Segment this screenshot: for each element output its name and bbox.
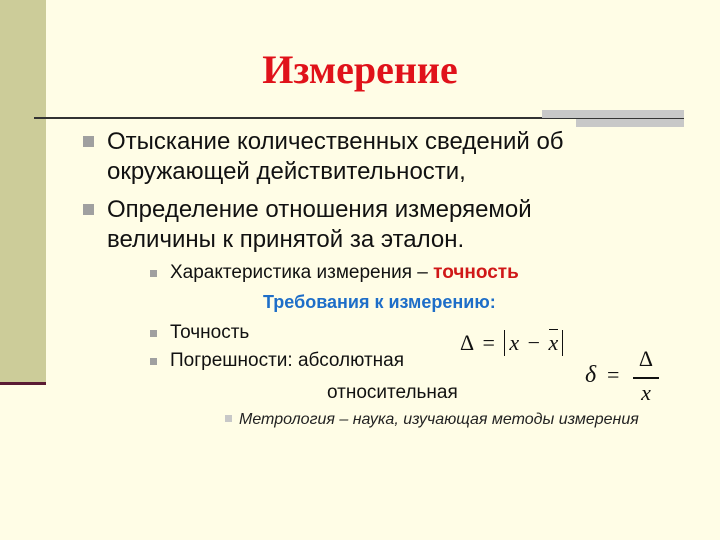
bullet-text-2: Определение отношения измеряемой величины к принятой за эталон. (107, 196, 532, 253)
absolute-modulus (504, 330, 563, 356)
left-decor-accent (0, 382, 46, 385)
slide-title: Измерение (262, 47, 458, 92)
note-square-icon (225, 415, 232, 422)
characteristic-emphasis: точность (433, 262, 519, 283)
relative-delta: δ (585, 362, 597, 388)
absolute-delta: Δ (460, 330, 473, 355)
characteristic-prefix: Характеристика измерения – (170, 262, 434, 283)
bullet-square-icon (83, 136, 94, 147)
absolute-minus: − (527, 330, 541, 355)
absolute-error-formula (460, 330, 563, 356)
note-text: Метрология – наука, изучающая методы измерения (239, 411, 639, 428)
sub-bullet-square-icon (150, 270, 157, 277)
relative-numerator: Δ (638, 346, 654, 371)
absolute-x: x (509, 330, 520, 355)
accuracy-text: Точность (170, 322, 250, 343)
sub-bullet-errors (150, 350, 404, 372)
absolute-xbar: x (548, 330, 559, 355)
absolute-equals: = (482, 330, 495, 355)
bullet-item-2 (83, 195, 643, 255)
bullet-text-1: Отыскание количественных сведений об окружающей действительности, (107, 128, 564, 185)
bullet-item-1 (83, 127, 643, 187)
requirements-heading: Требования к измерению: (263, 292, 496, 312)
relative-equals: = (607, 362, 620, 387)
errors-text: Погрешности: абсолютная (170, 350, 405, 371)
fraction-bar (633, 377, 659, 379)
sub-bullet-accuracy (150, 322, 249, 344)
relative-label: относительная (327, 382, 458, 403)
relative-denominator: x (641, 380, 651, 405)
divider-decor-top (542, 110, 684, 118)
bullet-square-icon (83, 204, 94, 215)
relative-error-formula (585, 346, 665, 410)
divider-decor-bottom (576, 119, 684, 127)
note-bullet (225, 410, 669, 430)
sub-bullet-characteristic (150, 262, 519, 284)
sub-bullet-square-icon (150, 358, 157, 365)
sub-bullet-square-icon (150, 330, 157, 337)
